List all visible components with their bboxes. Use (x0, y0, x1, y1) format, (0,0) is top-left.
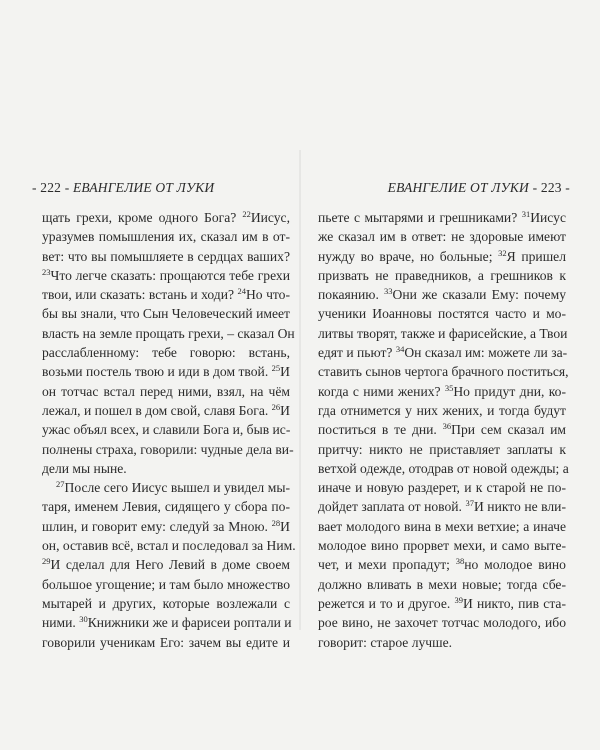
line-text: рое вино, не захочет тотчас молодого, ибо (318, 615, 566, 631)
text-line (42, 227, 290, 246)
line-text: притчу: никто не приставляет заплаты к (318, 441, 566, 457)
line-text: вает молодого вина в мехи ветхие; а иначе (318, 518, 566, 534)
line-text: таря, именем Левия, сидящего у сбора по- (42, 499, 290, 515)
line-text: И никто не вли- (473, 499, 566, 515)
line-text: призвать не праведников, а грешников к (318, 267, 566, 283)
text-line (42, 401, 290, 420)
line-text: полнены страха, говорили: чудные дела ви- (42, 441, 294, 457)
line-text: говорит: старое лучше. (318, 634, 453, 650)
text-line (42, 633, 290, 652)
line-text: власть на земле прощать грехи, – сказал Он (42, 325, 295, 341)
text-line (318, 420, 566, 439)
verse-number: 37 (465, 498, 474, 509)
line-text: ставить сынов чертога брачного поститься, (318, 364, 569, 380)
text-line (318, 575, 566, 594)
verse-number: 27 (56, 479, 65, 490)
text-line (318, 324, 566, 343)
verse-number: 35 (444, 382, 454, 393)
line-text: едят и пьют? (318, 345, 396, 361)
line-text: гда отнимется у них жених, и тогда будут (318, 402, 566, 418)
text-line (42, 440, 294, 459)
text-line (318, 633, 566, 652)
line-text: вет: что вы помышляете в сердцах ваших? (42, 248, 290, 264)
text-line (318, 208, 566, 227)
verse-number: 31 (521, 209, 531, 219)
verse-number: 25 (271, 363, 281, 374)
line-text: Но придут дни, ко- (453, 383, 566, 399)
line-text: твои, или сказать: встань и ходи? (42, 287, 238, 303)
line-text: Он сказал им: можете ли за- (404, 345, 568, 361)
verse-number: 22 (242, 209, 251, 219)
verse-number: 26 (271, 401, 281, 412)
text-line (42, 459, 290, 478)
line-text: мытарей и других, которые возлежали с (42, 595, 290, 611)
right-running-title: ЕВАНГЕЛИЕ ОТ ЛУКИ (387, 180, 530, 195)
verse-number: 29 (42, 556, 51, 567)
text-line (318, 555, 566, 574)
text-line (42, 266, 290, 285)
text-line (42, 362, 290, 381)
line-text: дойдет заплата от новой. (318, 499, 466, 515)
text-line (42, 304, 290, 323)
left-page-header (32, 180, 214, 196)
line-text: большое угощение; и там было множество (42, 576, 290, 592)
verse-number: 23 (42, 266, 51, 277)
line-text: ними. (42, 615, 80, 631)
text-line (318, 227, 566, 246)
text-line (318, 594, 566, 613)
line-text: Книжники же и фарисеи роптали и (87, 615, 292, 631)
line-text: И (280, 402, 290, 418)
text-line (318, 266, 566, 285)
left-page-text (42, 208, 296, 652)
line-text: Иисус, (250, 210, 290, 225)
text-line (318, 304, 566, 323)
text-line (42, 497, 290, 516)
text-line (318, 497, 566, 516)
text-line (318, 285, 566, 304)
verse-number: 32 (498, 247, 507, 258)
left-running-title: ЕВАНГЕЛИЕ ОТ ЛУКИ (72, 180, 215, 195)
line-text: он, оставив всё, встал и последовал за Ним. (42, 538, 296, 554)
text-line (42, 478, 290, 497)
text-line (318, 613, 566, 632)
line-text: нужду во враче, но больные; (318, 248, 499, 264)
text-line (42, 613, 290, 632)
text-line (318, 247, 566, 266)
line-text: же сказал им в ответ: не здоровые имеют (318, 229, 566, 245)
line-text: И (280, 364, 290, 380)
text-line (318, 478, 566, 497)
line-text: После сего Иисус вышел и увидел мы- (64, 480, 290, 496)
text-line (318, 362, 569, 381)
line-text: чет, и мехи пропадут; (318, 557, 456, 573)
verse-number: 28 (271, 517, 281, 528)
line-text: когда с ними жених? (318, 383, 445, 399)
verse-number: 30 (79, 614, 88, 625)
text-line (318, 536, 566, 555)
verse-number: 34 (395, 344, 405, 355)
line-text: дели мы ныне. (42, 460, 127, 476)
line-text: бы вы знали, что Сын Человеческий имеет (42, 306, 290, 322)
text-line (42, 594, 290, 613)
line-text: режется и то и другое. (318, 595, 455, 611)
text-line (318, 517, 566, 536)
line-text: И (280, 518, 290, 534)
page-gutter (299, 150, 301, 630)
line-text: И никто, пив ста- (463, 595, 566, 611)
line-text: Но что- (245, 287, 290, 303)
verse-number: 33 (384, 286, 393, 297)
right-page-number: - 223 - (532, 180, 570, 195)
line-text: Они же сказали Ему: почему (392, 287, 566, 303)
line-text: Я пришел (506, 248, 566, 264)
text-line (42, 343, 290, 362)
line-text: но молодое вино (464, 557, 566, 573)
text-line (42, 517, 290, 536)
line-text: Что легче сказать: прощаются тебе грехи (50, 267, 290, 283)
text-line (318, 343, 566, 362)
line-text: Иисус (530, 210, 566, 225)
text-line (42, 536, 296, 555)
verse-number: 24 (237, 286, 246, 297)
line-text: возьми постель твою и иди в дом твой. (42, 364, 272, 380)
line-text: уразумев помышления их, сказал им в от- (42, 229, 290, 245)
line-text: молодое вино прорвет мехи, и само выте- (318, 538, 566, 554)
text-line (42, 420, 290, 439)
right-page-text (318, 208, 569, 652)
text-line (42, 324, 295, 343)
line-text: он тотчас встал перед ними, взял, на чём (42, 383, 290, 399)
line-text: шлин, и говорит ему: следуй за Мною. (42, 518, 272, 534)
line-text: расслабленному: тебе говорю: встань, (42, 345, 290, 361)
line-text: должно вливать в мехи новые; тогда сбе- (318, 576, 566, 592)
text-line (318, 401, 566, 420)
line-text: пьете с мытарями и грешниками? (318, 210, 522, 225)
line-text: покаянию. (318, 287, 384, 303)
line-text: ученики Иоанновы постятся часто и мо- (318, 306, 566, 322)
right-page-header (388, 180, 570, 196)
text-line (42, 208, 290, 227)
text-line (42, 285, 290, 304)
text-line (42, 247, 290, 266)
verse-number: 36 (442, 421, 452, 432)
text-line (42, 382, 290, 401)
text-line (318, 440, 566, 459)
text-line (318, 459, 569, 478)
line-text: лежал, и пошел в дом свой, славя Бога. (42, 402, 272, 418)
line-text: При сем сказал им (451, 422, 567, 438)
line-text: говорили ученикам Его: зачем вы едите и (42, 634, 290, 650)
text-line (42, 575, 290, 594)
line-text: литвы творят, также и фарисейские, а Твои (318, 325, 568, 341)
line-text: иначе и новую раздерет, и к старой не по- (318, 480, 566, 496)
verse-number: 39 (454, 594, 463, 605)
line-text: ветхой одежде, отодрав от новой одежды; а (318, 460, 569, 476)
text-line (42, 555, 290, 574)
line-text: И сделал для Него Левий в доме своем (50, 557, 290, 573)
verse-number: 38 (455, 556, 465, 567)
left-page-number: - 222 - (32, 180, 70, 195)
text-line (318, 382, 566, 401)
line-text: поститься в те дни. (318, 422, 443, 438)
line-text: ужас объял всех, и славили Бога и, быв ис- (42, 422, 291, 438)
line-text: щать грехи, кроме одного Бога? (42, 210, 243, 225)
